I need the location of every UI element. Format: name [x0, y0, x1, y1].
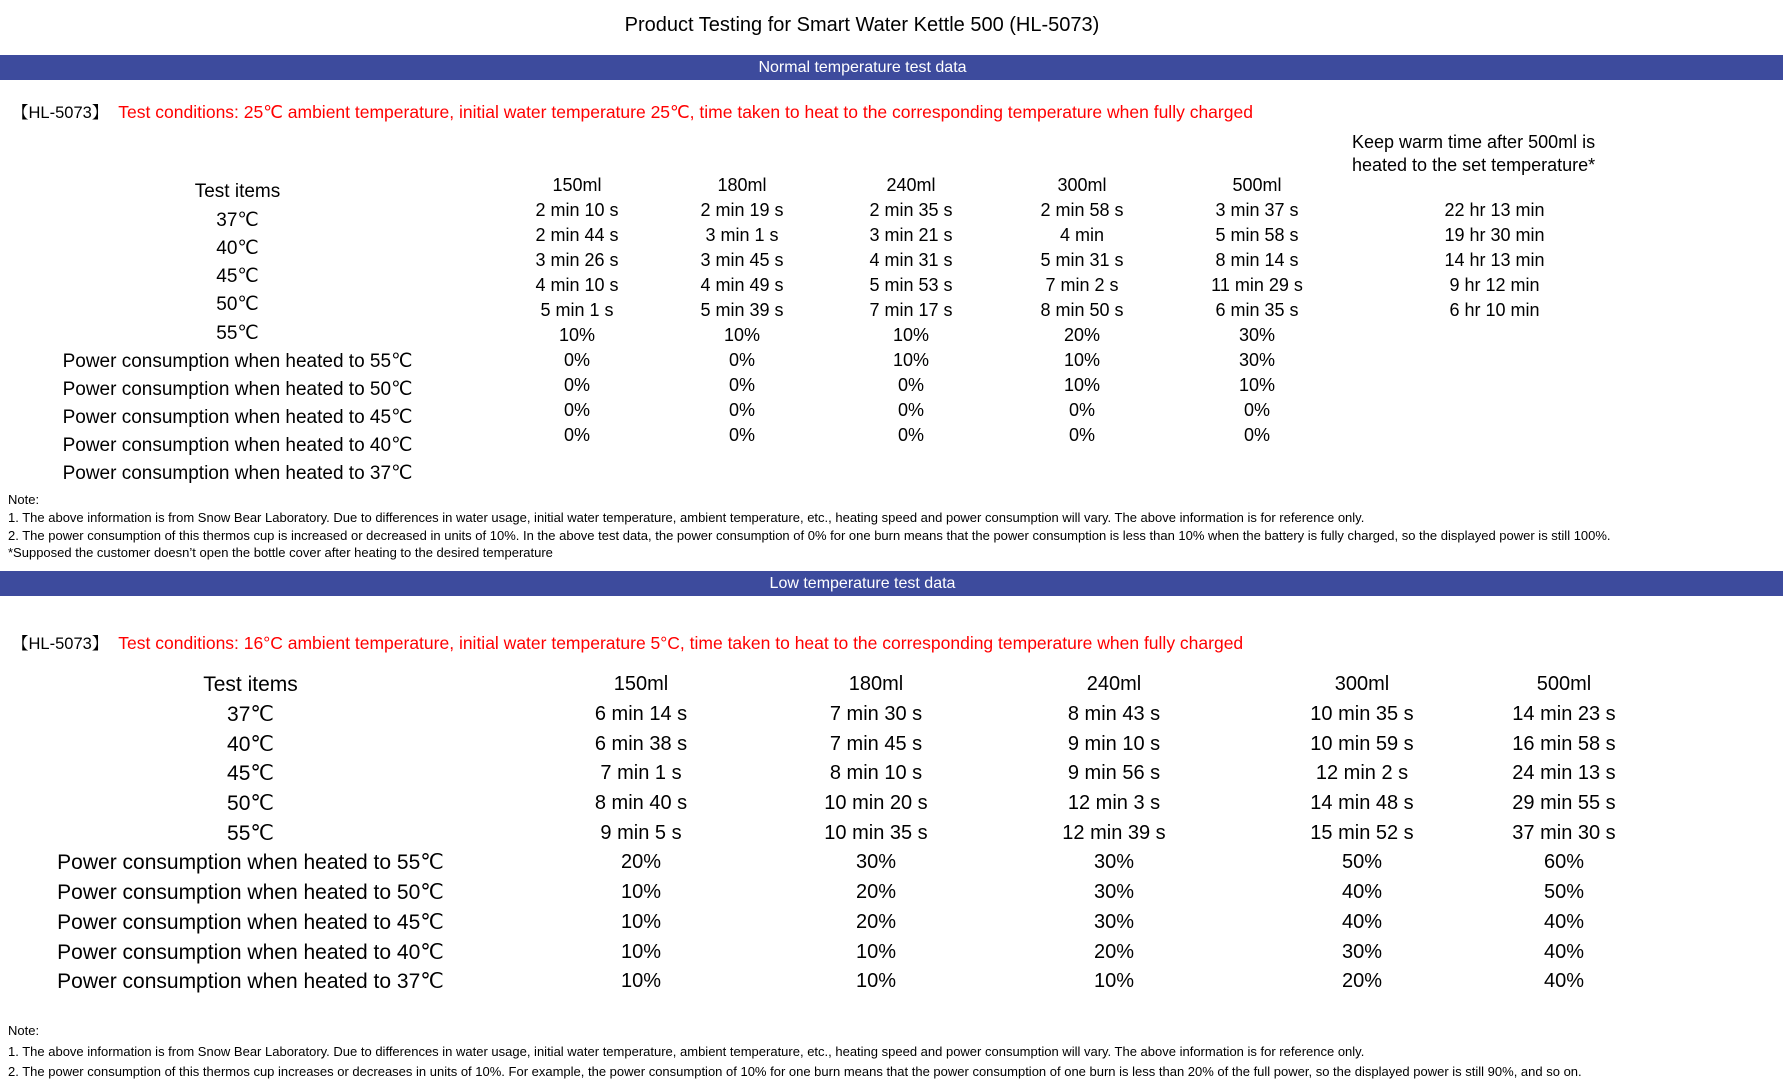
table2-volume-column: [541, 670, 741, 997]
table2-cell: 40%: [1543, 940, 1585, 963]
table1-cell: 11 min 29 s: [1211, 275, 1303, 295]
table1-cell: 5 min 31 s: [1040, 250, 1124, 270]
table1-row-label: 40℃: [216, 237, 259, 259]
table1-cell: 7 min 17 s: [869, 300, 953, 320]
table1-cell: 0%: [728, 425, 755, 445]
table1-cell: 10%: [892, 325, 930, 345]
table2-volume-column: [1464, 670, 1664, 997]
table1-cell: 3 min 21 s: [869, 225, 953, 245]
table1-row-labels-header: Test items: [194, 181, 281, 203]
table1-cell: 3 min 26 s: [535, 250, 619, 270]
table2-cell: 10 min 59 s: [1310, 732, 1414, 755]
table2-cell: 10 min 35 s: [1310, 703, 1414, 726]
table1-cell: 0%: [1068, 425, 1095, 445]
table1-column-header: 180ml: [717, 175, 767, 195]
table2-cell: 9 min 56 s: [1067, 762, 1161, 785]
table2-cell: 12 min 2 s: [1315, 762, 1409, 785]
table1-cell: 3 min 1 s: [705, 225, 779, 245]
table2-cell: 40%: [1543, 910, 1585, 933]
table1-cell: 20%: [1063, 325, 1101, 345]
table1-label-column: [15, 178, 460, 488]
table1-cell: 0%: [897, 425, 924, 445]
table2-cell: 60%: [1543, 851, 1585, 874]
table2-row-label: 55℃: [227, 821, 274, 845]
table1-row-label: Power consumption when heated to 40℃: [62, 435, 413, 457]
table1-cell: 0%: [1068, 400, 1095, 420]
table1-cell: 4 min: [1059, 225, 1104, 245]
note-line: 2. The power consumption of this thermos cup increases or decreases in units of 10%. For example, the power consumption of 10% for one burn means that the power consumption of one burn is less than 20% of the full power, so the displayed power is still 90%, and so on.: [8, 1064, 1582, 1079]
table2-cell: 20%: [855, 881, 897, 904]
table2-row-label: 40℃: [227, 732, 274, 756]
table2-cell: 9 min 5 s: [600, 821, 682, 844]
table1-cell: 10%: [1238, 375, 1276, 395]
table2-cell: 12 min 3 s: [1067, 792, 1161, 815]
table1-cell: 10%: [723, 325, 761, 345]
table2-row-label: 50℃: [227, 792, 274, 816]
table2-cell: 10%: [855, 940, 897, 963]
table2-cell: 30%: [1093, 881, 1135, 904]
keep-warm-value: 6 hr 10 min: [1449, 300, 1540, 320]
table2-cell: 12 min 39 s: [1062, 821, 1166, 844]
table2-cell: 10%: [855, 970, 897, 993]
table1-cell: 0%: [897, 400, 924, 420]
model-tag: 【HL-5073】: [12, 635, 109, 653]
table2-cell: 30%: [1093, 910, 1135, 933]
table1-row-label: Power consumption when heated to 45℃: [62, 407, 413, 429]
table2-cell: 30%: [1093, 851, 1135, 874]
test-conditions-normal: [12, 99, 1253, 123]
table2-cell: 40%: [1543, 970, 1585, 993]
table2-volume-column: [1014, 670, 1214, 997]
table2-cell: 6 min 38 s: [594, 732, 688, 755]
table1-cell: 0%: [563, 350, 590, 370]
table2-cell: 8 min 10 s: [829, 762, 923, 785]
table2-cell: 9 min 10 s: [1067, 732, 1161, 755]
table2-cell: 20%: [855, 910, 897, 933]
table2-column-header: 180ml: [848, 673, 904, 696]
table1-cell: 30%: [1238, 350, 1276, 370]
table2-cell: 24 min 13 s: [1512, 762, 1616, 785]
table2-row-label: Power consumption when heated to 37℃: [57, 970, 444, 994]
table1-volume-column: [662, 173, 822, 448]
table2-cell: 20%: [1093, 940, 1135, 963]
table2-volume-column: [1262, 670, 1462, 997]
table2-column-header: 300ml: [1334, 673, 1390, 696]
table2-cell: 7 min 45 s: [829, 732, 923, 755]
table2-cell: 16 min 58 s: [1512, 732, 1616, 755]
notes-low: [8, 1021, 1582, 1080]
table1-volume-column: [1177, 173, 1337, 448]
table2-cell: 15 min 52 s: [1310, 821, 1414, 844]
table1-cell: 0%: [563, 400, 590, 420]
table1-cell: 2 min 44 s: [535, 225, 619, 245]
keep-warm-value: 9 hr 12 min: [1449, 275, 1540, 295]
table2-row-labels-header: Test items: [203, 672, 298, 696]
table1-cell: 5 min 53 s: [869, 275, 953, 295]
table1-cell: 4 min 10 s: [535, 275, 619, 295]
note-line: *Supposed the customer doesn’t open the bottle cover after heating to the desired temperature: [8, 545, 553, 561]
keep-warm-value: 19 hr 30 min: [1444, 225, 1545, 245]
table1-cell: 5 min 1 s: [540, 300, 614, 320]
note-line: 1. The above information is from Snow Bear Laboratory. Due to differences in water usage, initial water temperature, ambient temperature, etc., heating speed and power consumption will vary. The above information is for reference only.: [8, 509, 1365, 525]
table1-row-label: 45℃: [216, 266, 259, 288]
table1-cell: 0%: [728, 375, 755, 395]
table2-cell: 8 min 43 s: [1067, 703, 1161, 726]
table1-volume-column: [497, 173, 657, 448]
table2-column-header: 240ml: [1086, 673, 1142, 696]
table1-cell: 3 min 45 s: [700, 250, 784, 270]
table1-cell: 5 min 39 s: [700, 300, 784, 320]
note-line: Note:: [8, 1023, 40, 1038]
table1-cell: 6 min 35 s: [1215, 300, 1299, 320]
table1-column-header: 240ml: [886, 175, 936, 195]
table2-cell: 14 min 23 s: [1512, 703, 1616, 726]
table1-row-label: 50℃: [216, 294, 259, 316]
table1-cell: 2 min 10 s: [535, 200, 619, 220]
note-line: 2. The power consumption of this thermos cup is increased or decreased in units of 10%. In the above test data, the power consumption of 0% for one burn means that the power consumption is less than 10% when the battery is fully charged, so the displayed power is still 100%.: [8, 527, 1611, 543]
table1-volume-column: [1002, 173, 1162, 448]
table1-cell: 2 min 58 s: [1040, 200, 1124, 220]
table2-row-label: Power consumption when heated to 40℃: [57, 940, 444, 964]
section-banner-normal: [0, 55, 1783, 80]
table1-cell: 10%: [1063, 350, 1101, 370]
table1-cell: 7 min 2 s: [1045, 275, 1119, 295]
table2-cell: 20%: [620, 851, 662, 874]
table1-cell: 5 min 58 s: [1215, 225, 1299, 245]
table1-cell: 0%: [563, 375, 590, 395]
table1-column-header: 150ml: [552, 175, 602, 195]
table1-cell: 30%: [1238, 325, 1276, 345]
table2-cell: 10 min 35 s: [824, 821, 928, 844]
table2-cell: 7 min 1 s: [600, 762, 682, 785]
table2-cell: 10%: [620, 970, 662, 993]
table1-cell: 4 min 49 s: [700, 275, 784, 295]
table2-cell: 10 min 20 s: [824, 792, 928, 815]
table2-row-label: 45℃: [227, 762, 274, 786]
table2-cell: 30%: [855, 851, 897, 874]
table1-volume-column: [831, 173, 991, 448]
keep-warm-values: [1397, 198, 1592, 323]
table1-cell: 0%: [563, 425, 590, 445]
table1-cell: 4 min 31 s: [869, 250, 953, 270]
table1-row-label: 37℃: [216, 209, 259, 231]
table2-column-header: 500ml: [1536, 673, 1592, 696]
table1-column-header: 500ml: [1232, 175, 1282, 195]
table2-cell: 7 min 30 s: [829, 703, 923, 726]
table2-row-label: Power consumption when heated to 50℃: [57, 881, 444, 905]
table2-row-label: Power consumption when heated to 55℃: [57, 851, 444, 875]
table2-row-label: 37℃: [227, 703, 274, 727]
table2-cell: 40%: [1341, 881, 1383, 904]
test-conditions-low: [12, 630, 1243, 654]
table2-column-header: 150ml: [613, 673, 669, 696]
keep-warm-value: 22 hr 13 min: [1444, 200, 1545, 220]
table2-cell: 30%: [1341, 940, 1383, 963]
table1-row-label: Power consumption when heated to 50℃: [62, 378, 413, 400]
table2-volume-column: [776, 670, 976, 997]
table2-cell: 8 min 40 s: [594, 792, 688, 815]
table1-cell: 10%: [892, 350, 930, 370]
table1-column-header: 300ml: [1057, 175, 1107, 195]
table1-cell: 2 min 19 s: [700, 200, 784, 220]
table1-cell: 0%: [728, 350, 755, 370]
table2-cell: 10%: [1093, 970, 1135, 993]
table2-cell: 29 min 55 s: [1512, 792, 1616, 815]
table2-cell: 10%: [620, 910, 662, 933]
note-line: 1. The above information is from Snow Bear Laboratory. Due to differences in water usage, initial water temperature, ambient temperature, etc., heating speed and power consumption will vary. The above information is for reference only.: [8, 1043, 1365, 1059]
table2-label-column: [18, 670, 483, 997]
table2-cell: 20%: [1341, 970, 1383, 993]
section-banner-low-label: Low temperature test data: [769, 574, 956, 592]
model-tag: 【HL-5073】: [12, 104, 109, 122]
table2-cell: 6 min 14 s: [594, 703, 688, 726]
table1-row-label: Power consumption when heated to 37℃: [62, 463, 413, 485]
table2-row-label: Power consumption when heated to 45℃: [57, 910, 444, 934]
table1-cell: 0%: [1243, 400, 1270, 420]
table2-cell: 50%: [1543, 881, 1585, 904]
table1-row-label: Power consumption when heated to 55℃: [62, 350, 413, 372]
table2-cell: 50%: [1341, 851, 1383, 874]
table1-cell: 8 min 50 s: [1040, 300, 1124, 320]
table2-cell: 40%: [1341, 910, 1383, 933]
note-line: Note:: [8, 492, 40, 507]
keep-warm-value: 14 hr 13 min: [1444, 250, 1545, 270]
table1-cell: 8 min 14 s: [1215, 250, 1299, 270]
table1-cell: 10%: [1063, 375, 1101, 395]
table2-cell: 10%: [620, 940, 662, 963]
table1-cell: 3 min 37 s: [1215, 200, 1299, 220]
page-title: Product Testing for Smart Water Kettle 500 (HL-5073): [624, 14, 1100, 36]
table1-cell: 2 min 35 s: [869, 200, 953, 220]
table1-cell: 0%: [1243, 425, 1270, 445]
table1-cell: 10%: [558, 325, 596, 345]
table1-row-label: 55℃: [216, 322, 259, 344]
test-conditions-normal-text: Test conditions: 25℃ ambient temperature, initial water temperature 25℃, time taken to heat to the corresponding temperature when fully charged: [118, 102, 1253, 122]
notes-normal: [8, 491, 1611, 562]
test-conditions-low-text: Test conditions: 16°C ambient temperature, initial water temperature 5°C, time taken to heat to the corresponding temperature when fully charged: [118, 633, 1244, 653]
table1-cell: 0%: [728, 400, 755, 420]
table2-cell: 10%: [620, 881, 662, 904]
table2-cell: 37 min 30 s: [1512, 821, 1616, 844]
section-banner-low: [0, 571, 1783, 596]
table1-cell: 0%: [897, 375, 924, 395]
table2-cell: 14 min 48 s: [1310, 792, 1414, 815]
keep-warm-header: Keep warm time after 500ml is heated to the set temperature*: [1352, 132, 1596, 175]
section-banner-normal-label: Normal temperature test data: [758, 58, 967, 76]
